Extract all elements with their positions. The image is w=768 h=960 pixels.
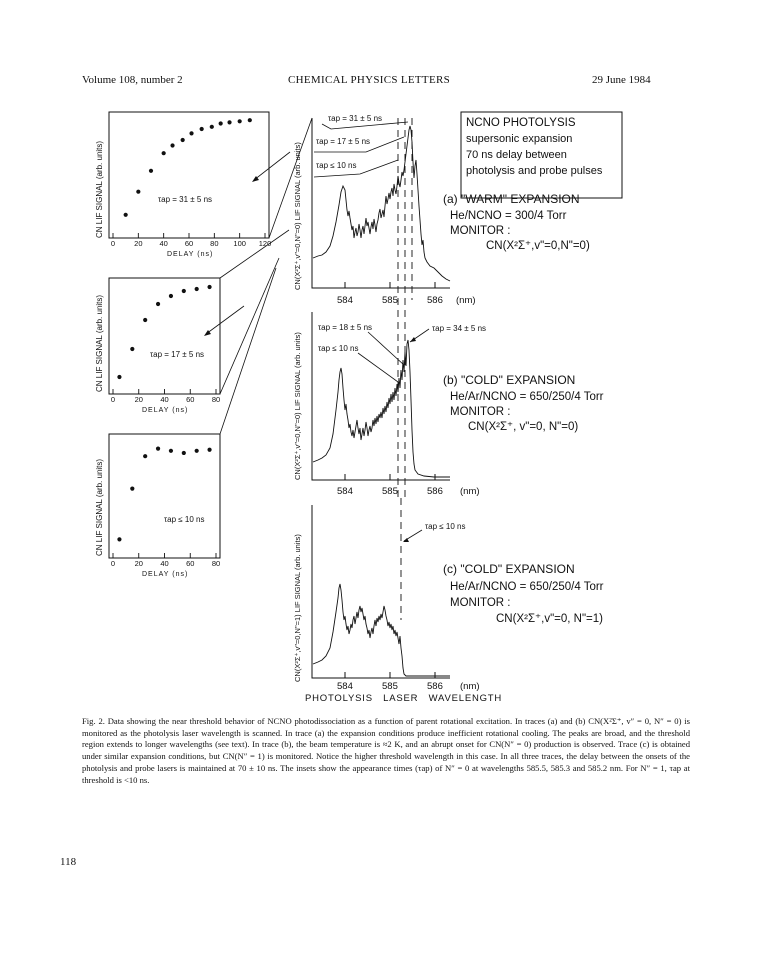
inset-2-xtick-label-80: 80: [211, 395, 221, 404]
trace-b-tau-18: τap = 18 ± 5 ns: [318, 323, 373, 332]
inset-1-xtick-label-100: 100: [233, 239, 246, 248]
inset-1-point-9: [210, 125, 214, 129]
inset-1-xtick-label-80: 80: [210, 239, 219, 248]
trace-c-ylabel: CN(X²Σ⁺,v"=0,N"=1) LIF SIGNAL (arb. units): [293, 534, 302, 682]
inset-1-point-7: [189, 131, 193, 135]
inset-2-xlabel: DELAY (ns): [142, 407, 189, 414]
trace-b-conditions: He/Ar/NCNO = 650/250/4 Torr: [450, 391, 604, 403]
inset-3-point-8: [207, 448, 211, 452]
inset-2-xtick-label-40: 40: [160, 395, 169, 404]
inset-2-xtick-label-60: 60: [186, 395, 195, 404]
inset-3-point-5: [169, 449, 173, 453]
inset-1-frame: [109, 112, 269, 238]
header-volume: Volume 108, number 2: [82, 74, 183, 86]
trace-a-xunit: (nm): [456, 295, 476, 306]
inset-3-point-4: [156, 447, 160, 451]
trace-c-monitor-state: CN(X²Σ⁺,v"=0, N"=1): [496, 613, 603, 625]
figure-caption: [82, 716, 690, 786]
trace-a-tau-17: τap = 17 ± 5 ns: [316, 137, 371, 146]
inset-2-point-8: [207, 285, 211, 289]
trace-b-tau-34: τap = 34 ± 5 ns: [432, 324, 487, 333]
trace-c-conditions: He/Ar/NCNO = 650/250/4 Torr: [450, 581, 604, 593]
trace-b-tau-34-arrowhead: [410, 337, 416, 342]
trace-c-spectrum: [313, 584, 450, 676]
inset-2-pointer: [206, 306, 244, 334]
trace-a-ylabel: CN(X²Σ⁺,v"=0,N"=0) LIF SIGNAL (arb. units): [293, 142, 302, 290]
trace-b-tick-585: 585: [382, 486, 398, 497]
trace-b-tick-586: 586: [427, 486, 443, 497]
inset-plot-marks: [111, 118, 271, 568]
legend-line-4: photolysis and probe pulses: [466, 165, 603, 177]
inset-1-ylabel: CN LIF SIGNAL (arb. units): [95, 140, 104, 238]
trace-c-xunit: (nm): [460, 681, 480, 692]
inset-1-xlabel: DELAY (ns): [167, 251, 214, 258]
trace-b-label: (b) "COLD" EXPANSION: [443, 373, 576, 387]
trace-b-tau-10: τap ≤ 10 ns: [318, 344, 359, 353]
legend-line-3: 70 ns delay between: [466, 149, 567, 161]
inset-1-xtick-label-40: 40: [159, 239, 168, 248]
inset-3-point-7: [195, 449, 199, 453]
figure-static-art: [95, 112, 622, 704]
inset-3-point-1: [117, 537, 121, 541]
inset-1-point-6: [181, 138, 185, 142]
inset-3-xtick-label-40: 40: [160, 559, 169, 568]
inset-2-xtick-label-0: 0: [110, 395, 116, 404]
header-date: 29 June 1984: [592, 74, 651, 86]
inset-2-point-4: [156, 302, 160, 306]
trace-b-spectrum: [313, 340, 450, 477]
inset-2-point-5: [169, 294, 173, 298]
inset-2-frame: [109, 278, 220, 394]
inset-1-point-3: [149, 169, 153, 173]
inset-1-point-8: [200, 127, 204, 131]
inset-1-xtick-label-0: 0: [110, 239, 116, 248]
inset-1-xtick-label-20: 20: [134, 239, 143, 248]
inset-3-point-6: [182, 451, 186, 455]
trace-a-label: (a) "WARM" EXPANSION: [443, 192, 580, 206]
trace-a-xticks: [345, 282, 435, 288]
inset-1-tau: τap = 31 ± 5 ns: [158, 195, 213, 204]
trace-c-label: (c) "COLD" EXPANSION: [443, 562, 575, 576]
trace-a-monitor: MONITOR :: [450, 225, 511, 237]
trace-b-tau-10-leader: [358, 353, 398, 382]
inset-3-point-3: [143, 454, 147, 458]
trace-c-tick-584: 584: [337, 681, 353, 692]
trace-c-tick-585: 585: [382, 681, 398, 692]
inset-1-point-11: [227, 120, 231, 124]
inset-2-tau: τap = 17 ± 5 ns: [150, 350, 205, 359]
trace-b-axes: [312, 312, 450, 480]
inset-1-point-1: [124, 213, 128, 217]
trace-b-tau-18-leader: [368, 332, 404, 365]
trace-a-tau-31: τap = 31 ± 5 ns: [328, 114, 383, 123]
figure-caption-text: Fig. 2. Data showing the near threshold behavior of NCNO photodissociation as a function of parent rotational excitation. In traces (a) and (b) CN(X²Σ⁺, v″ = 0, N″ = 0) is monitored as the photolysis laser wavelength is scanned. In trace (a) the expansion conditions produce inefficient rotational cooling. The peaks are broad, and the threshold region extends to longer wavelengths (see text). In trace (b), the beam temperature is ≈2 K, and an abrupt onset for CN(N″ = 0) production is observed. Trace (c) is obtained under similar expansion conditions, but CN(N″ = 1) is monitored. Notice the higher threshold wavelength in this case. In all three traces, the delay between the onsets of the photolysis and probe lasers is maintained at 70 ± 10 ns. The insets show the appearance times (τap) of N″ = 0 at wavelengths 585.5, 585.3 and 585.2 nm. For N″ = 1, τap at threshold is <10 ns.: [82, 716, 690, 785]
inset-1-point-4: [162, 151, 166, 155]
trace-c-xlabel: PHOTOLYSIS LASER WAVELENGTH: [305, 693, 503, 704]
inset-3-xtick-label-80: 80: [211, 559, 221, 568]
inset-3-xlabel: DELAY (ns): [142, 571, 189, 578]
trace-a-spectrum: [313, 126, 450, 281]
trace-b-ylabel: CN(X²Σ⁺,v"=0,N"=0) LIF SIGNAL (arb. units): [293, 332, 302, 480]
inset-1-point-13: [248, 118, 252, 122]
trace-b-monitor-state: CN(X²Σ⁺, v"=0, N"=0): [468, 421, 579, 433]
inset-3-tau: τap ≤ 10 ns: [164, 515, 205, 524]
inset-1-point-2: [136, 190, 140, 194]
inset-2-xtick-label-20: 20: [134, 395, 143, 404]
trace-a-tick-586: 586: [427, 295, 443, 306]
trace-a-tau-10: τap ≤ 10 ns: [316, 161, 357, 170]
inset-3-xtick-label-60: 60: [186, 559, 195, 568]
trace-b-xunit: (nm): [460, 486, 480, 497]
inset-3-xtick-label-0: 0: [110, 559, 116, 568]
trace-a-tick-585: 585: [382, 295, 398, 306]
header-journal: CHEMICAL PHYSICS LETTERS: [288, 74, 451, 86]
trace-b-tick-584: 584: [337, 486, 353, 497]
trace-a-tau-31-leader: [322, 122, 408, 129]
legend-line-1: NCNO PHOTOLYSIS: [466, 117, 576, 129]
inset-2-point-7: [195, 287, 199, 291]
legend-line-2: supersonic expansion: [466, 133, 573, 145]
inset-2-point-3: [143, 318, 147, 322]
trace-a-conditions: He/NCNO = 300/4 Torr: [450, 210, 567, 222]
inset-3-point-2: [130, 487, 134, 491]
trace-c-xticks: [345, 672, 435, 678]
inset-1-pointer: [254, 152, 290, 180]
trace-c-monitor: MONITOR :: [450, 597, 511, 609]
trace-b-monitor: MONITOR :: [450, 406, 511, 418]
inset-3-ylabel: CN LIF SIGNAL (arb. units): [95, 458, 104, 556]
inset-2-point-6: [182, 289, 186, 293]
trace-c-tick-586: 586: [427, 681, 443, 692]
inset-2-point-1: [117, 375, 121, 379]
inset-3-xtick-label-20: 20: [134, 559, 143, 568]
inset-1-point-12: [238, 119, 242, 123]
inset-3-frame: [109, 434, 220, 558]
trace-a-monitor-state: CN(X²Σ⁺,v"=0,N"=0): [486, 240, 590, 252]
trace-c-tau-10: τap ≤ 10 ns: [425, 522, 466, 531]
inset-1-point-10: [219, 121, 223, 125]
inset-2-ylabel: CN LIF SIGNAL (arb. units): [95, 294, 104, 392]
page-number: 118: [60, 856, 77, 868]
trace-a-tick-584: 584: [337, 295, 353, 306]
inset-2-point-2: [130, 347, 134, 351]
inset-1-xtick-label-120: 120: [258, 239, 272, 248]
inset-1-point-5: [170, 143, 174, 147]
inset-1-xtick-label-60: 60: [184, 239, 194, 248]
